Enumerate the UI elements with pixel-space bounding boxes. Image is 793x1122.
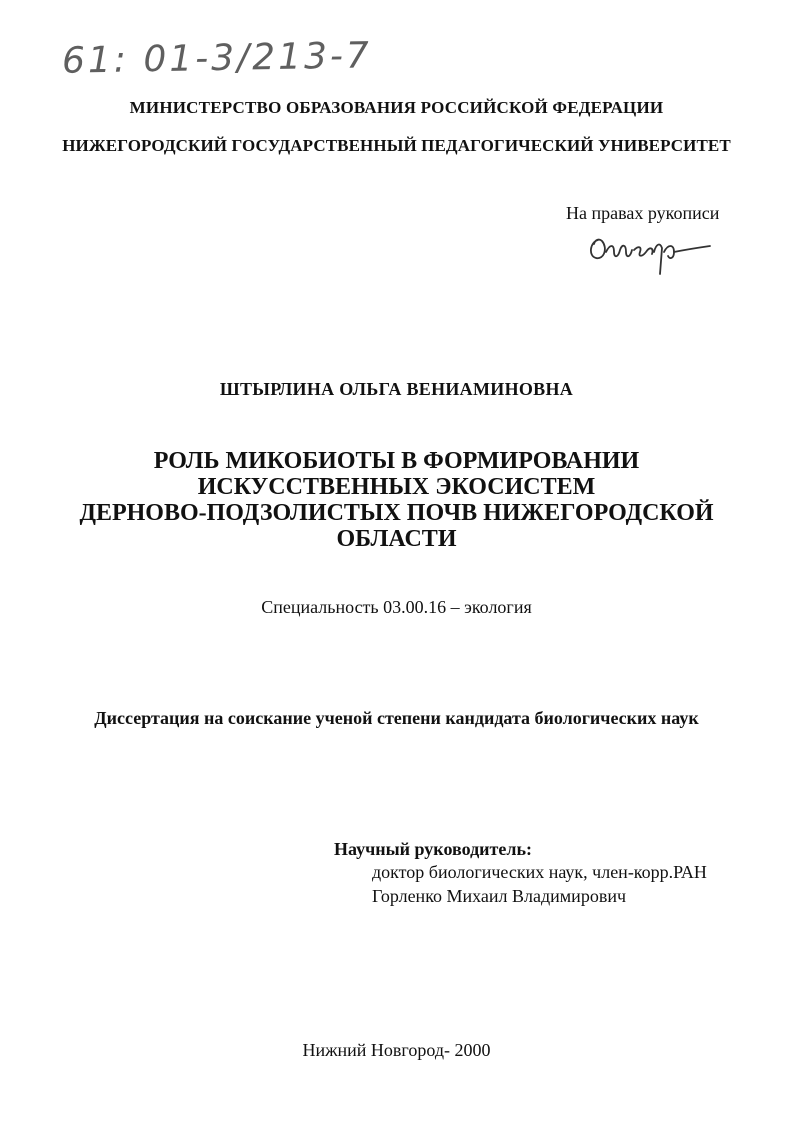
ministry-heading: МИНИСТЕРСТВО ОБРАЗОВАНИЯ РОССИЙСКОЙ ФЕДЕРАЦИИ [129,98,664,117]
dissertation-type: Диссертация на соискание ученой степени кандидата биологических наук [94,708,699,728]
handwritten-shelfmark: 61: 01-3/213-7 [61,35,373,82]
supervisor-name: Горленко Михаил Владимирович [372,886,627,906]
supervisor-heading: Научный руководитель: [334,839,532,859]
dissertation-title [0,448,793,552]
title-line: ДЕРНОВО-ПОДЗОЛИСТЫХ ПОЧВ НИЖЕГОРОДСКОЙ [79,500,714,526]
title-line: РОЛЬ МИКОБИОТЫ В ФОРМИРОВАНИИ [153,448,640,474]
university-heading: НИЖЕГОРОДСКИЙ ГОСУДАРСТВЕННЫЙ ПЕДАГОГИЧЕСКИЙ УНИВЕРСИТЕТ [62,136,731,155]
specialty-line: Специальность 03.00.16 – экология [261,597,532,617]
author-name: ШТЫРЛИНА ОЛЬГА ВЕНИАМИНОВНА [219,379,574,399]
city-year: Нижний Новгород- 2000 [302,1040,491,1060]
title-line: ИСКУССТВЕННЫХ ЭКОСИСТЕМ [197,474,596,500]
handwritten-signature-icon [584,222,714,280]
title-line: ОБЛАСТИ [336,526,457,552]
rights-note: На правах рукописи [566,203,720,223]
supervisor-degree: доктор биологических наук, член-корр.РАН [372,862,707,882]
